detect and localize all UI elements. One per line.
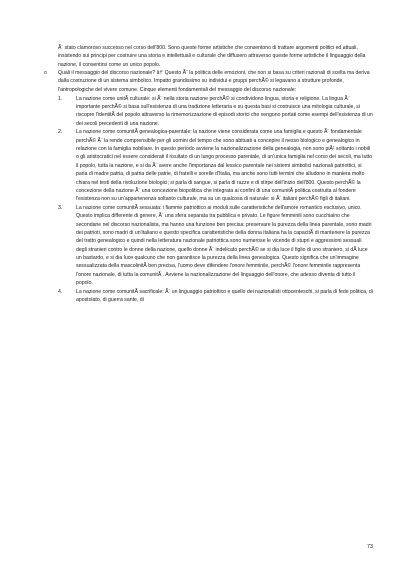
question-paragraph: Quali il messaggio del discorso nazionale? â†’ Questo Ã¨ la politica delle emozioni, che non si basa su criteri razionali di scelta ma deriva dalla costruzione di un sistema simbolico. Impatto grandissimo su individui e gruppi perchÃ© si legavano a strutture profonde, l'antropologiche del vivere comune. Cinque elementi fondamentali del messaggio del discorso nazionale: bbox=[58, 70, 370, 93]
list-item bbox=[58, 204, 373, 287]
numbered-list bbox=[58, 95, 373, 305]
question-block bbox=[44, 69, 373, 94]
item-number: 2. bbox=[58, 129, 63, 136]
item-text: La nazione come unitÃ culturale: si Ã¨ nella storia nazione perchÃ© si condividono lingua, storia e religione. La lingua Ã¨ importante perchÃ© si basa sull'esistenza di una tradizione letteraria e su questa basi si costruisce una mitologia culturale, si riscopre l'identitÃ del popolo attraverso la rimemorizzazione di episodi storici che vengono portati come esempi dell'esistenza di un dei secoli precedenti di una nazione. bbox=[76, 95, 373, 127]
list-item bbox=[58, 128, 373, 203]
list-item bbox=[58, 95, 373, 128]
list-item bbox=[58, 288, 373, 305]
item-number: 1. bbox=[58, 95, 63, 102]
bullet-marker: o bbox=[44, 70, 47, 77]
item-number: 3. bbox=[58, 205, 63, 212]
item-text: La nazione come comunitÃ genealogica-parentale: la nazione viene considerata come una famiglia e questo Ã¨ fondamentale perchÃ© Ã¨ la rende comprensibile per gli uomini del tempo che sono abituati a concepire il nesso biologico e genealogico in relazione con la famiglia nobiliare. In questo periodo avviene la nazionalizzazione della genealogia, non sono piÃ¹ soltanto i nobili o gli aristocratici nel essere considerati il risultato di un lungo processo parentale, di un'unica famiglia nel corso dei secoli, ma tutto il popolo, tutta la nazione, e si da Ã¨ avere anche l'importanza dal lessico parentale nei sistemi simbolici nazionali patriottici, si parla di madre patria, di patria delle patrie, di fratelli e sorelle d'Italia, ma anche sono tutti termini che alludono in maniera molto chiara nel testi della rivoluzione biologici; si parla di sangue, si parla di razze e di stirpe dell'inizio dell'800. Questo perchÃ© la concezione della nazione Ã¨ una concezione biopolitica che integrata ai confini di una comunitÃ politica costruita al fondere l'esistenza non su un'appartenenza soltanto culturale, ma su un qualcosa di naturale: si Ã¨ italiani perchÃ© figli di italiani. bbox=[76, 129, 373, 203]
item-number: 4. bbox=[58, 288, 63, 295]
item-text: La nazione come comunitÃ sacrificale: Ã¨ un linguaggio patriottico e quello dei nazionalisti ottocenteschi, si parla di fede politica, di apostolato, di guerra sante, di bbox=[76, 288, 373, 304]
intro-paragraph: Ã¨ stato clamoroso successo nel corso dell'800. Sono queste forme artistiche che consentono di trattare argomenti politici ed attuali, insistendo sui principi per costruire una storia e intellettuali e culturale che diffusero attraverso queste forme artistiche il linguaggio della nazione, il consentirsi come un unico popolo. bbox=[58, 45, 366, 68]
page-number: 73 bbox=[367, 544, 373, 550]
item-text: La nazione come comunitÃ sessuata: i fiamme patriottico ai moduli sulle caratteristiche dell'amore romantico esclusivo, unico. Questo implica differente di genere, Ã¨ una sfera separata tra pubblica e privato. Le figure femminili sono cucchiaino che secondarie nel discorso nazionalista, ma hanno una funzione ben precisa: preservare la purezza della linea parentale, sono madri dei patrioti, sono madri di un'italiano e questo specifica caratteristiche della donna italiana ha la capacitÃ di mantenere la purezza del tratto genealogico e quindi nella letteratura nazionale patriottica sono numerose le vicende di stupri e aggressioni sessuali degli stranieri contro le donne della nazione, quello donne Ã¨ indelicato perchÃ© se si dia luce il figlio di uno straniero, si dÃ luce un bastardo, e si dia luce qualcuno che non garantisce la purezza della linea genealogica. Questo significa che un'immagine sessualizzata della mascolinitÃ ben precisa, l'uomo deve difendere l'onore femminile, perchÃ© l'onore femminile rappresenta l'onore nazionale, di tutta la comunitÃ . Avviene la nazionalizzazione del linguaggio dell'onore, che adesso diventa di tutto il popolo. bbox=[76, 205, 372, 287]
